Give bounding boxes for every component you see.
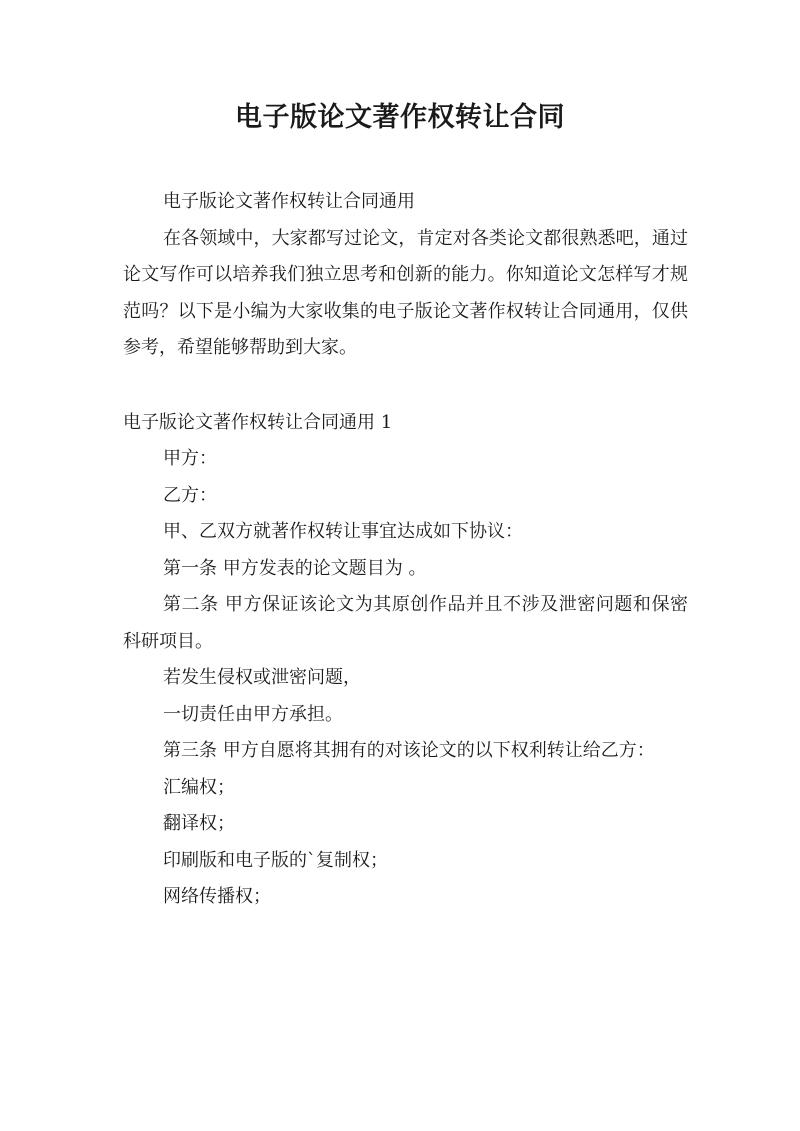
right-item: 网络传播权； <box>163 886 271 907</box>
article-1: 第一条 甲方发表的论文题目为 。 <box>163 557 427 579</box>
right-item: 印刷版和电子版的`复制权； <box>163 849 388 871</box>
subtitle-paragraph: 电子版论文著作权转让合同通用 <box>163 191 415 212</box>
paragraph-gap <box>123 367 688 405</box>
article-2: 第二条 甲方保证该论文为其原创作品并且不涉及泄密问题和保密科研项目。 <box>123 594 688 652</box>
article-2-clause-a: 若发生侵权或泄密问题， <box>163 667 361 688</box>
party-a-line: 甲方： <box>163 448 217 469</box>
section-heading: 电子版论文著作权转让合同通用 1 <box>123 411 393 433</box>
document-body <box>123 184 688 916</box>
party-b-line: 乙方： <box>163 484 217 506</box>
document-title: 电子版论文著作权转让合同 <box>235 102 565 133</box>
intro-paragraph: 在各领域中，大家都写过论文，肯定对各类论文都很熟悉吧，通过论文写作可以培养我们独立思考和创新的能力。你知道论文怎样写才规范吗？以下是小编为大家收集的电子版论文著作权转让合同通用，仅供参考，希望能够帮助到大家。 <box>123 227 688 358</box>
article-3: 第三条 甲方自愿将其拥有的对该论文的以下权利转让给乙方： <box>163 740 655 761</box>
article-2-clause-b: 一切责任由甲方承担。 <box>163 703 343 725</box>
agreement-intro: 甲、乙双方就著作权转让事宜达成如下协议： <box>163 521 523 542</box>
right-item: 汇编权； <box>163 776 235 798</box>
right-item: 翻译权； <box>163 813 235 834</box>
